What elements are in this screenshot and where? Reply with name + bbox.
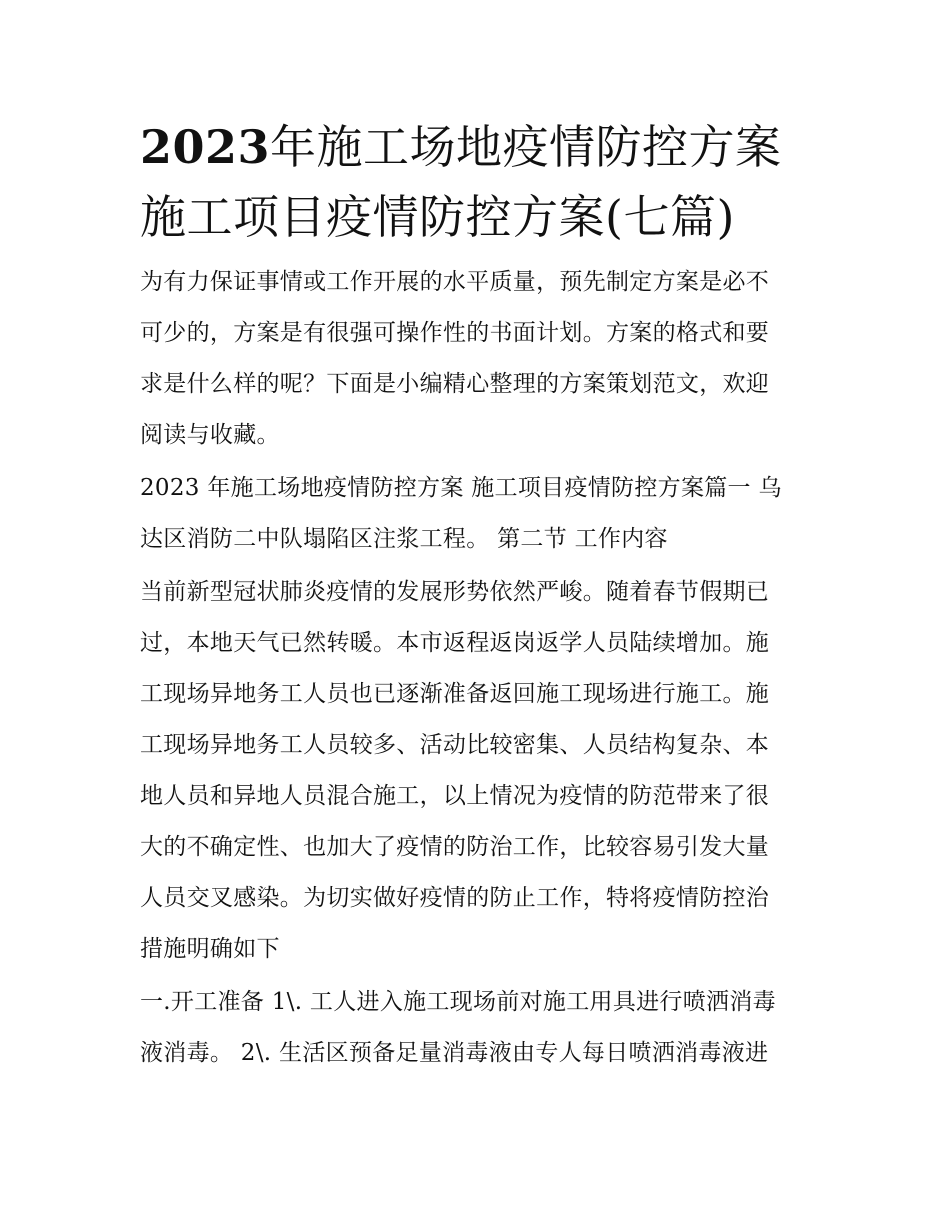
text-line: 为有力保证事情或工作开展的水平质量，预先制定方案是必不 [140,269,770,295]
text-line: 工现场异地务工人员较多、活动比较密集、人员结构复杂、本 [140,732,770,758]
text-line: 可少的，方案是有很强可操作性的书面计划。方案的格式和要 [140,320,770,346]
text-line: 当前新型冠状肺炎疫情的发展形势依然严峻。随着春节假期已 [140,579,770,605]
paragraph-preparation [140,977,816,1079]
title-line-1-text: 年施工场地疫情防控方案 [270,120,782,174]
text-line: 液消毒。 2\. 生活区预备足量消毒液由专人每日喷洒消毒液进 [140,1040,769,1066]
paragraph-intro [140,257,816,461]
title-line-2: 施工项目疫情防控方案(七篇) [140,190,735,244]
text-line: 大的不确定性、也加大了疫情的防治工作，比较容易引发大量 [140,834,770,860]
text-line: 地人员和异地人员混合施工，以上情况为疫情的防范带来了很 [140,783,770,809]
text-line: 一.开工准备 1\. 工人进入施工现场前对施工用具进行喷洒消毒 [140,989,776,1015]
text-line: 措施明确如下 [140,936,280,962]
text-line: 工现场异地务工人员也已逐渐准备返回施工现场进行施工。施 [140,681,770,707]
text-line: 求是什么样的呢？下面是小编精心整理的方案策划范文，欢迎 [140,371,770,397]
text-line: 2023 年施工场地疫情防控方案 施工项目疫情防控方案篇一 乌 [140,475,782,501]
paragraph-section-heading [140,463,816,565]
document-page [140,112,816,1081]
document-title [140,112,816,252]
paragraph-situation [140,567,816,975]
text-line: 达区消防二中队塌陷区注浆工程。 第二节 工作内容 [140,526,668,552]
text-line: 人员交叉感染。为切实做好疫情的防止工作，特将疫情防控治 [140,885,770,911]
title-year: 2023 [140,120,271,174]
title-line-1 [140,112,816,182]
text-line: 阅读与收藏。 [140,422,280,448]
document-body [140,257,816,1079]
text-line: 过，本地天气已然转暖。本市返程返岗返学人员陆续增加。施 [140,630,770,656]
